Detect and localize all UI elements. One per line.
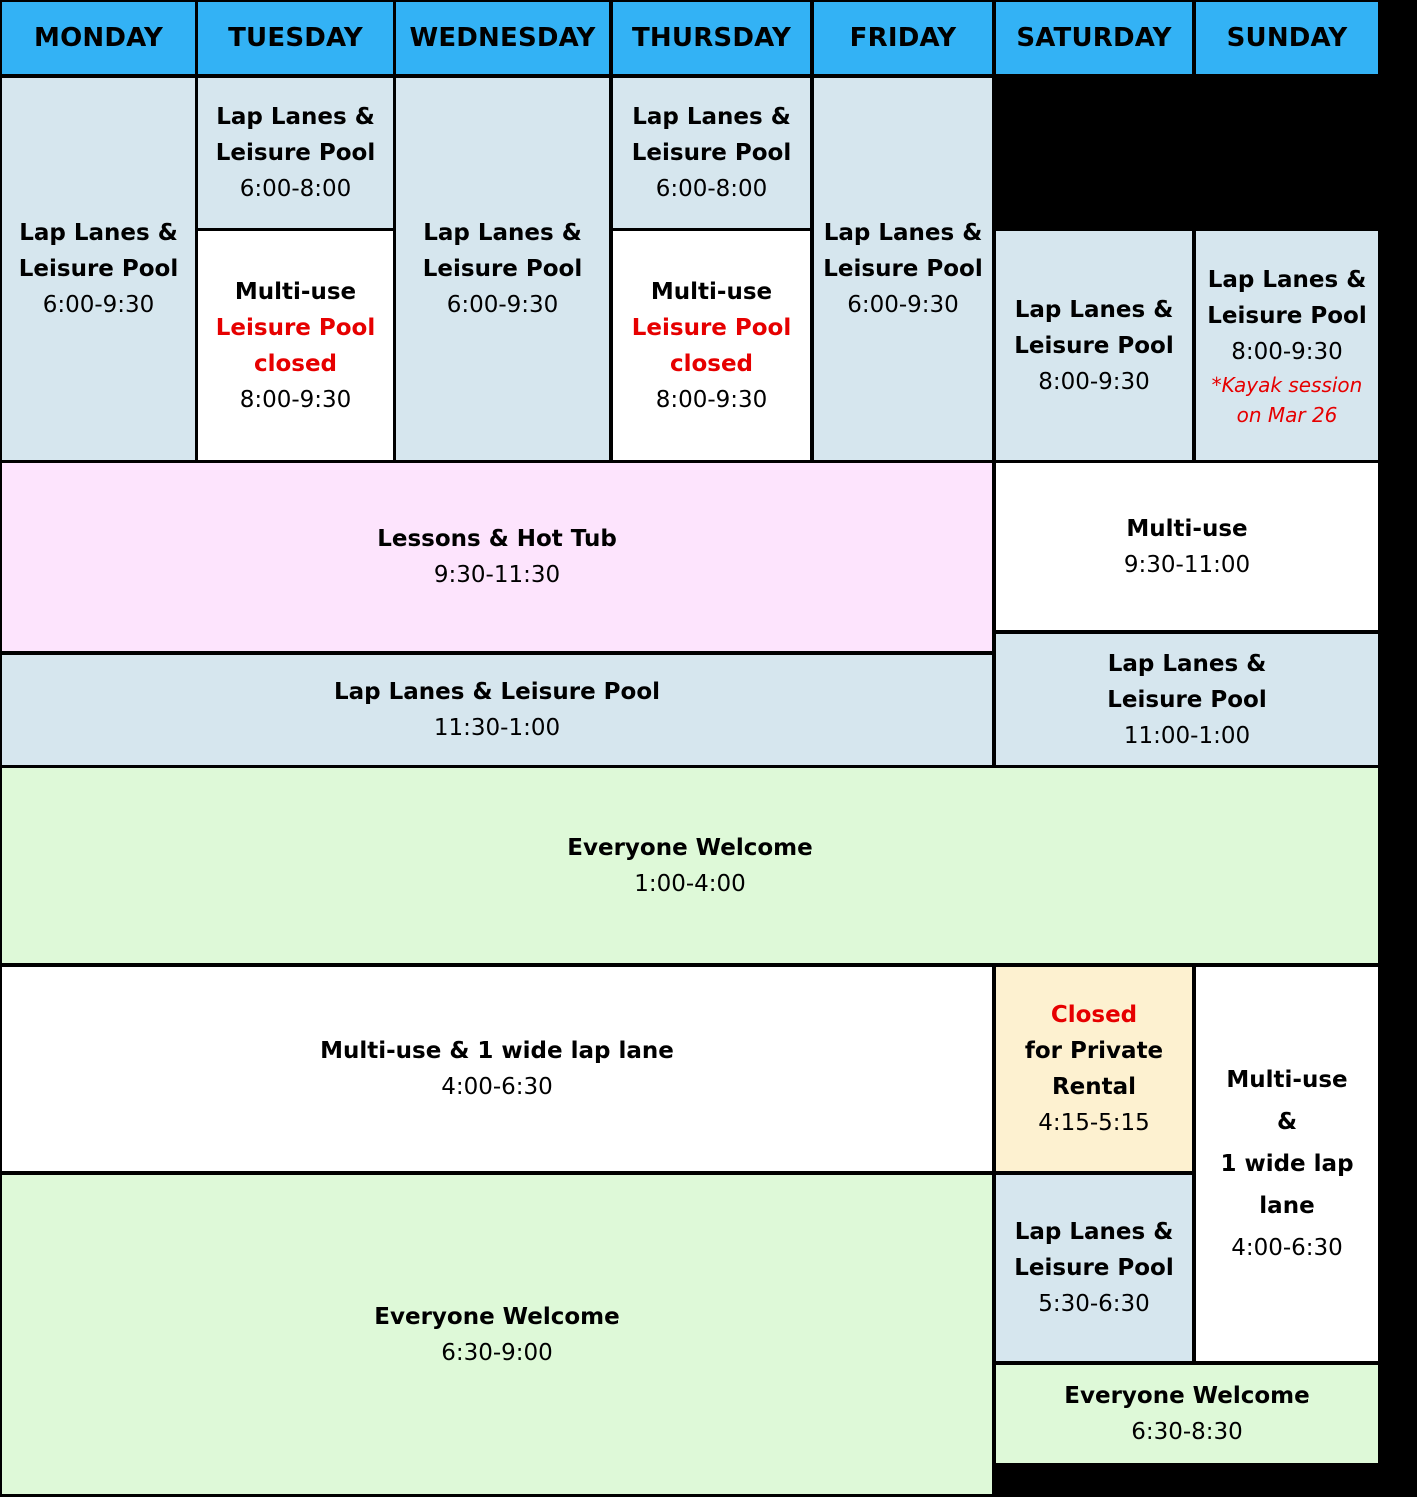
- session-weekday-multiuse-evening: [2, 967, 992, 1171]
- session-text-line: 6:30-9:00: [441, 1339, 553, 1366]
- session-text-line: Leisure Pool: [1014, 1255, 1174, 1281]
- day-header-wednesday: WEDNESDAY: [396, 2, 609, 74]
- session-text-line: Leisure Pool: [18, 256, 179, 282]
- session-text-line: Lap Lanes &: [632, 104, 791, 130]
- session-text-line: 6:00-9:30: [42, 292, 155, 318]
- session-text-line: Lap Lanes &: [1207, 266, 1367, 293]
- session-text-line: 9:30-11:00: [1123, 551, 1251, 578]
- session-text-line: Lap Lanes & Leisure Pool: [333, 679, 661, 705]
- session-text-line: closed: [669, 350, 754, 377]
- session-text-line: *Kayak session: [1211, 372, 1363, 397]
- session-text-line: for Private: [1024, 1038, 1164, 1064]
- session-text-line: Lap Lanes &: [423, 220, 582, 246]
- session-text-line: Leisure Pool: [215, 314, 376, 341]
- session-text-line: 1:00-4:00: [634, 870, 746, 897]
- session-text-line: Rental: [1051, 1074, 1137, 1100]
- session-all-everyone-afternoon: [2, 768, 1378, 963]
- session-text-line: Leisure Pool: [1207, 302, 1367, 329]
- session-text-line: 8:00-9:30: [655, 386, 768, 413]
- session-tue-multiuse-morning: [198, 231, 393, 460]
- day-header-saturday: SATURDAY: [996, 2, 1192, 74]
- session-text-line: Leisure Pool: [631, 314, 792, 341]
- session-text-line: 6:00-8:00: [655, 176, 768, 202]
- day-header-friday: FRIDAY: [814, 2, 992, 74]
- session-sat-lap-morning: [996, 231, 1192, 460]
- session-text-line: Lap Lanes &: [823, 220, 983, 246]
- session-fri-lap-early: [814, 78, 992, 460]
- session-text-line: 6:30-8:30: [1131, 1419, 1243, 1445]
- session-sat-private-rental: [996, 967, 1192, 1171]
- session-text-line: Multi-use: [1126, 515, 1248, 542]
- session-sun-lap-morning: [1196, 231, 1378, 460]
- session-text-line: 8:00-9:30: [1038, 368, 1150, 395]
- session-weekend-everyone-evening: [996, 1365, 1378, 1463]
- session-text-line: &: [1276, 1109, 1298, 1135]
- session-text-line: 6:00-9:30: [847, 292, 959, 318]
- session-text-line: Multi-use: [1226, 1067, 1348, 1093]
- session-text-line: Multi-use & 1 wide lap lane: [320, 1038, 674, 1064]
- day-header-sunday: SUNDAY: [1196, 2, 1378, 74]
- session-weekday-everyone-evening: [2, 1175, 992, 1494]
- session-text-line: Leisure Pool: [823, 256, 983, 282]
- session-text-line: Everyone Welcome: [374, 1303, 620, 1330]
- session-text-line: Everyone Welcome: [567, 834, 813, 861]
- session-sat-lap-evening: [996, 1175, 1192, 1361]
- session-thu-multiuse-morning: [613, 231, 810, 460]
- session-text-line: Lap Lanes &: [1014, 296, 1174, 323]
- day-header-monday: MONDAY: [2, 2, 195, 74]
- session-text-line: Lap Lanes &: [1014, 1219, 1174, 1245]
- session-text-line: closed: [253, 350, 338, 377]
- session-text-line: 8:00-9:30: [239, 386, 352, 413]
- session-mon-lap-early: [2, 78, 195, 460]
- session-text-line: Multi-use: [650, 278, 773, 305]
- session-text-line: on Mar 26: [1236, 402, 1338, 427]
- day-header-thursday: THURSDAY: [613, 2, 810, 74]
- session-text-line: 6:00-8:00: [239, 176, 352, 202]
- session-weekend-multiuse-morning: [996, 463, 1378, 630]
- session-text-line: Closed: [1050, 1002, 1138, 1028]
- session-weekday-lessons: [2, 463, 992, 651]
- session-text-line: Leisure Pool: [631, 140, 792, 166]
- session-text-line: Leisure Pool: [422, 256, 583, 282]
- session-text-line: Lessons & Hot Tub: [377, 526, 617, 552]
- session-text-line: Leisure Pool: [1107, 686, 1267, 713]
- session-text-line: 6:00-9:30: [446, 292, 559, 318]
- session-text-line: 8:00-9:30: [1231, 338, 1343, 365]
- session-thu-lap-early: [613, 78, 810, 228]
- session-text-line: Lap Lanes &: [19, 220, 178, 246]
- session-sun-multiuse-evening: [1196, 967, 1378, 1361]
- session-text-line: Lap Lanes &: [1107, 650, 1267, 677]
- session-text-line: Lap Lanes &: [216, 104, 375, 130]
- session-text-line: 4:00-6:30: [1231, 1235, 1343, 1261]
- session-text-line: 4:15-5:15: [1038, 1110, 1150, 1136]
- session-text-line: 11:30-1:00: [433, 715, 561, 741]
- session-weekend-lap-midday: [996, 634, 1378, 765]
- session-text-line: Leisure Pool: [215, 140, 376, 166]
- session-tue-lap-early: [198, 78, 393, 228]
- session-text-line: 5:30-6:30: [1038, 1291, 1150, 1317]
- session-text-line: 9:30-11:30: [433, 562, 561, 588]
- day-header-tuesday: TUESDAY: [198, 2, 393, 74]
- session-weekday-lap-midday: [2, 655, 992, 765]
- session-wed-lap-early: [396, 78, 609, 460]
- session-text-line: 1 wide lap: [1220, 1151, 1354, 1177]
- session-text-line: Leisure Pool: [1014, 332, 1174, 359]
- session-text-line: 11:00-1:00: [1123, 722, 1251, 749]
- session-text-line: Multi-use: [234, 278, 357, 305]
- session-text-line: 4:00-6:30: [441, 1074, 553, 1100]
- session-text-line: Everyone Welcome: [1064, 1383, 1310, 1409]
- session-text-line: lane: [1259, 1193, 1315, 1219]
